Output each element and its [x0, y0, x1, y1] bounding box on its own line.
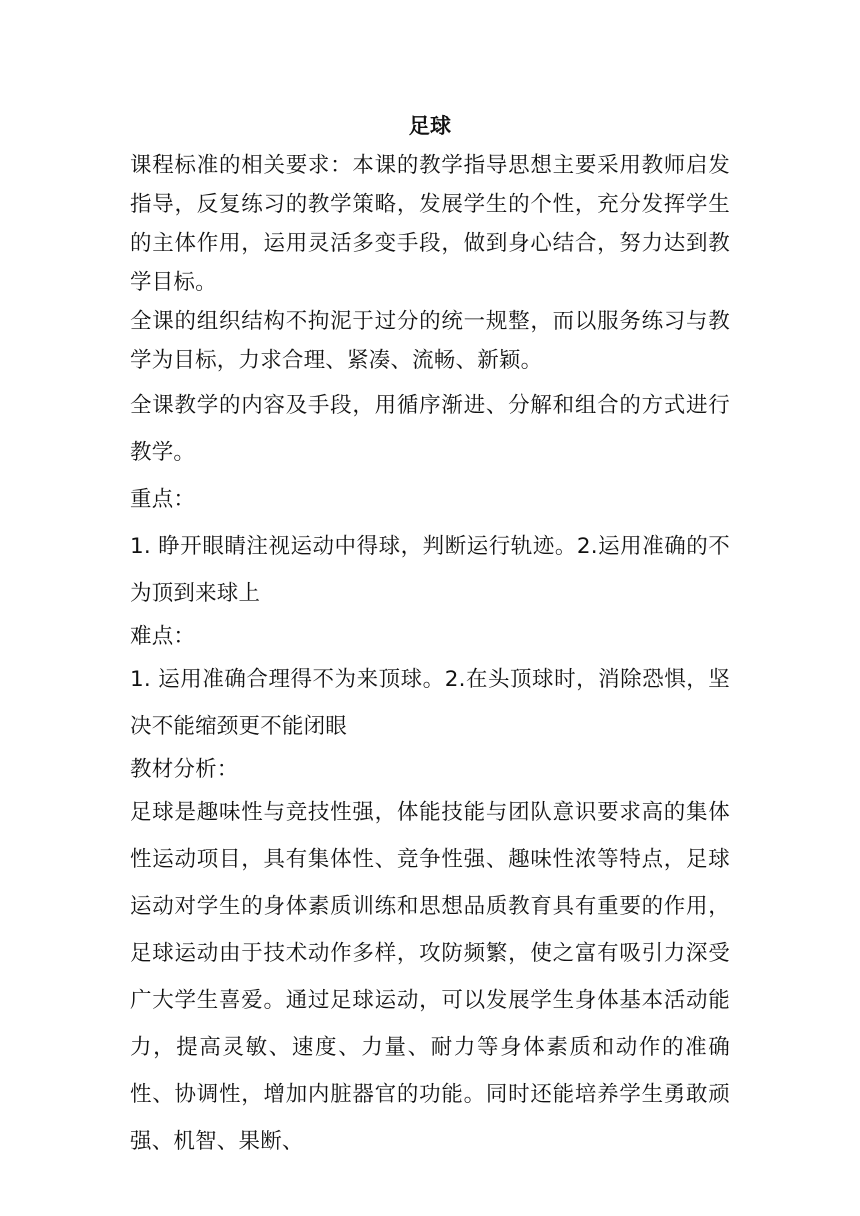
organization-paragraph: 全课的组织结构不拘泥于过分的统一规整，而以服务练习与教学为目标，力求合理、紧凑、流畅、新颖。: [130, 309, 730, 373]
teaching-method-paragraph: 全课教学的内容及手段，用循序渐进、分解和组合的方式进行教学。: [130, 393, 730, 465]
difficulties-heading: 难点：: [130, 624, 196, 649]
analysis-heading: 教材分析：: [130, 757, 239, 782]
difficulties-paragraph: 1. 运用准确合理得不为来顶球。2.在头顶球时，消除恐惧，坚决不能缩颈更不能闭眼: [130, 667, 730, 739]
document-title: 足球: [408, 114, 452, 138]
key-points-paragraph: 1. 睁开眼睛注视运动中得球，判断运行轨迹。2.运用准确的不为顶到来球上: [130, 534, 730, 606]
document-page: [130, 106, 730, 1165]
curriculum-requirements-paragraph: 课程标准的相关要求：本课的教学指导思想主要采用教师启发指导，反复练习的教学策略，发展学生的个性，充分发挥学生的主体作用，运用灵活多变手段，做到身心结合，努力达到教学目标。: [130, 153, 730, 295]
analysis-paragraph: 足球是趣味性与竞技性强，体能技能与团队意识要求高的集体性运动项目，具有集体性、竞争性强、趣味性浓等特点，足球运动对学生的身体素质训练和思想品质教育具有重要的作用，足球运动由于技术动作多样，攻防频繁，使之富有吸引力深受广大学生喜爱。通过足球运动，可以发展学生身体基本活动能力，提高灵敏、速度、力量、耐力等身体素质和动作的准确性、协调性，增加内脏器官的功能。同时还能培养学生勇敢顽强、机智、果断、: [130, 800, 730, 1154]
key-points-heading: 重点：: [130, 487, 196, 512]
